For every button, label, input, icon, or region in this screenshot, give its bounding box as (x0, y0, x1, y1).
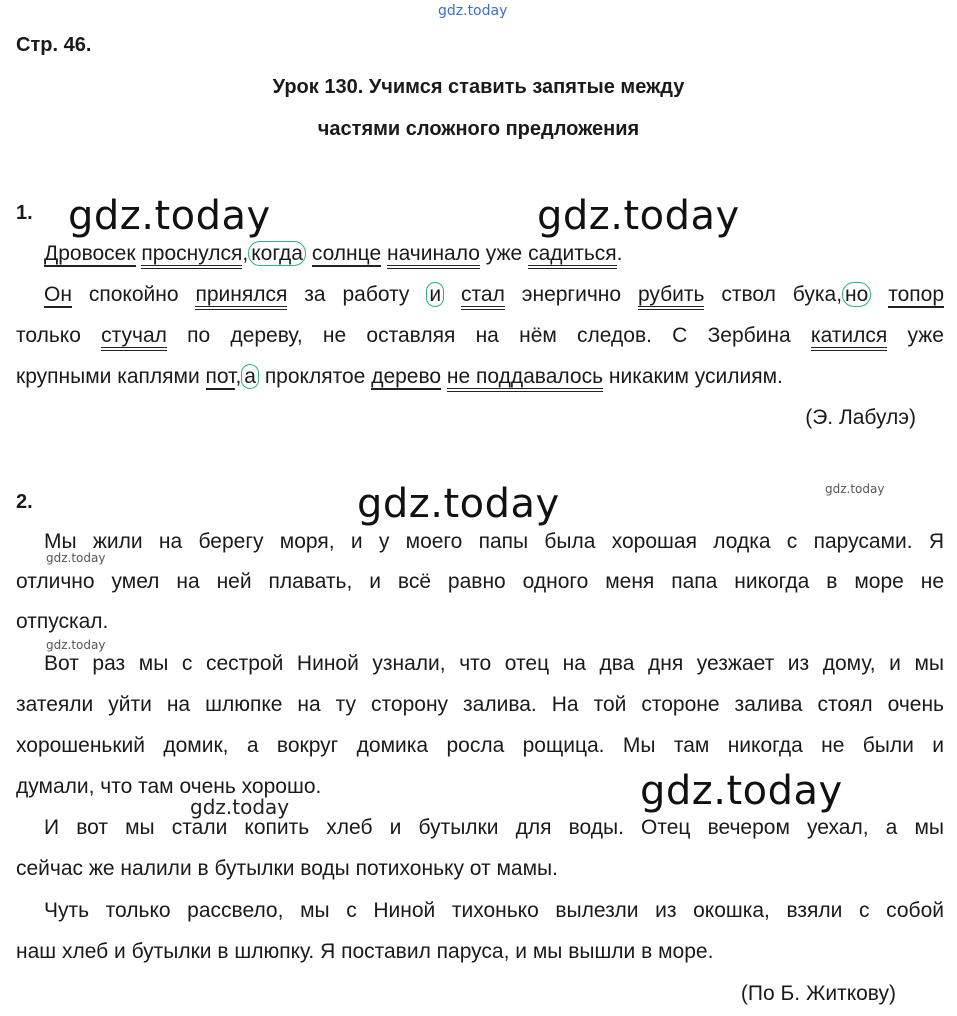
predicate: стал (461, 283, 505, 310)
subject: дерево (371, 365, 442, 388)
predicate: стучал (101, 324, 167, 351)
watermark-small: gdz.today (190, 795, 290, 819)
watermark-top: gdz.today (438, 3, 508, 19)
subject: Дровосек (44, 242, 136, 265)
exercise-2-line: затеяли уйти на шлюпке на ту сторону залива. На той стороне залива стоял очень (16, 693, 944, 716)
watermark-small: gdz.today (825, 482, 885, 496)
exercise-2-line: хорошенький домик, а вокруг домика росла рощица. Мы там никогда не были и (16, 734, 944, 757)
subject: пот (205, 365, 236, 388)
exercise-1-line-2: Он спокойно принялся за работу и стал энергично рубить ствол бука, но топор (44, 281, 944, 309)
exercise-2-line: Вот раз мы с сестрой Ниной узнали, что отец на два дня уезжает из дому, и мы (44, 652, 944, 675)
predicate: катился (811, 324, 887, 351)
exercise-2-line: Мы жили на берегу моря, и у моего папы была хорошая лодка с парусами. Я (44, 530, 944, 553)
predicate: рубить (638, 283, 705, 310)
conjunction-circle: но (842, 282, 871, 307)
exercise-2-line: сейчас же налили в бутылки воды потихоньку от мамы. (16, 857, 558, 880)
exercise-1-number: 1. (16, 202, 33, 224)
subject: солнце (311, 242, 382, 265)
predicate: не поддавалось (447, 365, 603, 392)
exercise-1-author: (Э. Лабулэ) (805, 406, 916, 429)
watermark: gdz.today (357, 481, 560, 527)
exercise-2-line: отлично умел на ней плавать, и всё равно одного меня папа никогда в море не (16, 570, 944, 593)
exercise-2-line: Чуть только рассвело, мы с Ниной тихонько вылезли из окошка, взяли с собой (44, 899, 944, 922)
exercise-1-line-4: крупными каплями пот, а проклятое дерево не поддавалось никаким усилиям. (16, 363, 944, 391)
exercise-1-sentence-1: Дровосек проснулся, когда солнце начинало уже садиться. (44, 240, 957, 268)
exercise-2-line: наш хлеб и бутылки в шлюпку. Я поставил паруса, и мы вышли в море. (16, 940, 714, 963)
exercise-2-number: 2. (16, 491, 33, 513)
conjunction-circle: а (241, 364, 259, 389)
lesson-subtitle: частями сложного предложения (317, 118, 640, 140)
predicate: начинало (387, 242, 480, 269)
exercise-2-line: отпускал. (16, 610, 109, 633)
conjunction-circle: когда (248, 241, 306, 266)
predicate: принялся (195, 283, 287, 310)
conjunction-circle: и (426, 282, 444, 307)
lesson-title: Урок 130. Учимся ставить запятые между (272, 76, 685, 98)
exercise-2-line: думали, что там очень хорошо. (16, 775, 322, 798)
exercise-1-line-3: только стучал по дереву, не оставляя на нём следов. С Зербина катился уже (16, 322, 944, 350)
exercise-2-line: И вот мы стали копить хлеб и бутылки для воды. Отец вечером уехал, а мы (44, 816, 944, 839)
predicate: садиться (528, 242, 617, 269)
watermark-small: gdz.today (46, 551, 106, 565)
predicate: проснулся (141, 242, 242, 269)
watermark-small: gdz.today (46, 638, 106, 652)
watermark: gdz.today (640, 768, 843, 814)
watermark: gdz.today (537, 193, 740, 239)
page-reference: Стр. 46. (16, 34, 92, 56)
exercise-2-author: (По Б. Житкову) (740, 982, 896, 1005)
subject: Он (44, 283, 72, 306)
subject: топор (888, 283, 945, 306)
watermark: gdz.today (68, 193, 271, 239)
